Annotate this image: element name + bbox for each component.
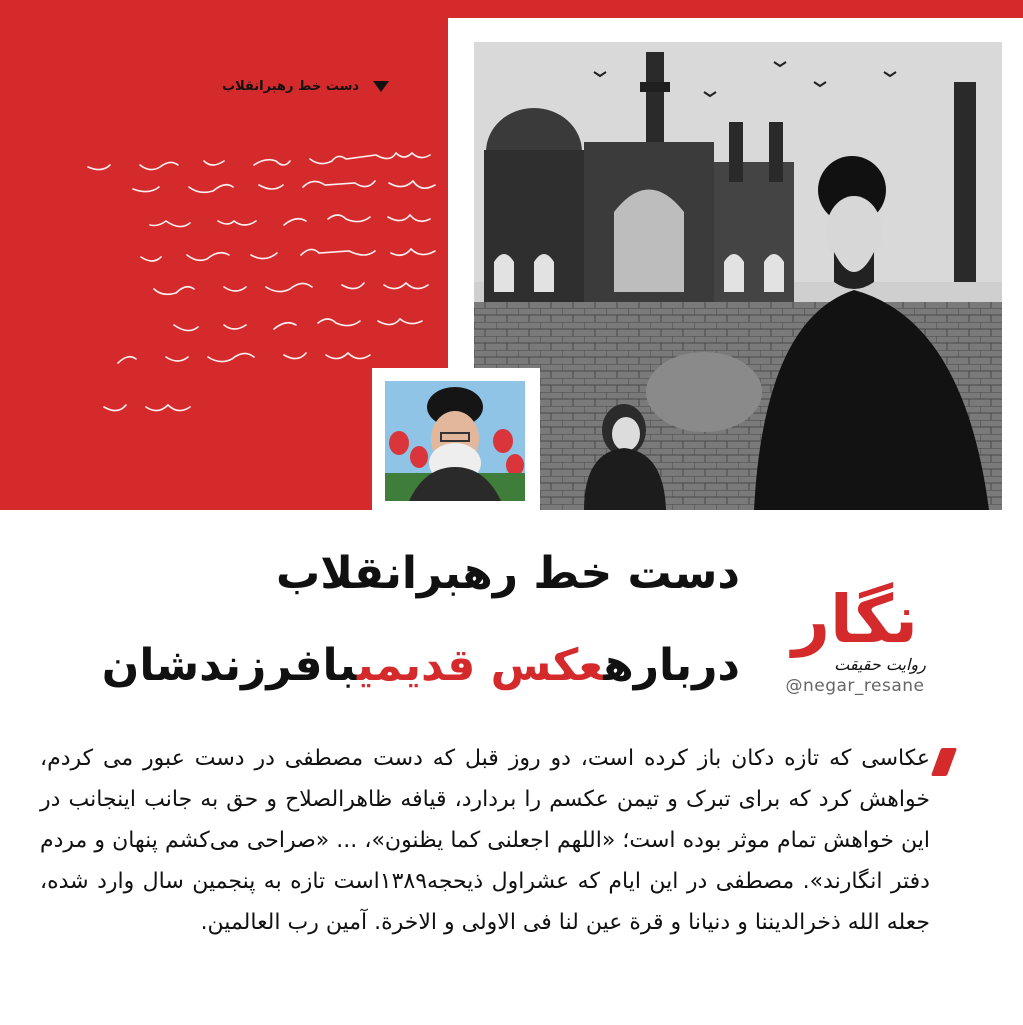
brand-logo-sub: روایت حقیقت: [834, 655, 926, 674]
title-line-2: [30, 640, 740, 691]
shrine-and-figures-illustration: [474, 42, 1002, 510]
triangle-down-icon: [373, 81, 389, 92]
caption-text: دست خط رهبرانقلاب: [222, 78, 360, 94]
brand-logo: [770, 550, 940, 680]
brand-logo-main: نگار: [792, 581, 918, 658]
title-line-2-suffix: بافرزندشان: [101, 640, 358, 691]
red-slash-icon: [931, 748, 957, 776]
handwriting-caption: [222, 74, 389, 98]
portrait-photo: [385, 381, 525, 501]
title-highlight: عکس قدیمی: [357, 640, 604, 691]
title-line-1: دست خط رهبرانقلاب: [276, 548, 740, 599]
title-line-2-prefix: درباره: [603, 640, 740, 691]
body-paragraph: عکاسی که تازه دکان باز کرده است، دو روز قبل که دست مصطفی در دست عبور می کردم، خواهش کرد که برای تبرک و تیمن عکسم را بردارد، قیافه ظاهرالصلاح و حق به جانب اینجانب در این خواهش تمام موثر بوده است؛ «اللهم اجعلنی کما یظنون»، ... «صراحی می‌کشم پنهان و مردم دفتر انگارند». مصطفی در این ایام که عشراول ذیحجه۱۳۸۹است تازه به پنجمین سال وارد شده، جعله الله ذخرالدیننا و دنیانا و قرة عین لنا فی الاولی و الاخرة. آمین رب العالمین.: [40, 746, 930, 935]
portrait-illustration: [385, 381, 525, 501]
top-accent-strip: [0, 0, 1023, 18]
brand-handle: @negar_resane: [785, 676, 925, 696]
historical-photo: [474, 42, 1002, 510]
